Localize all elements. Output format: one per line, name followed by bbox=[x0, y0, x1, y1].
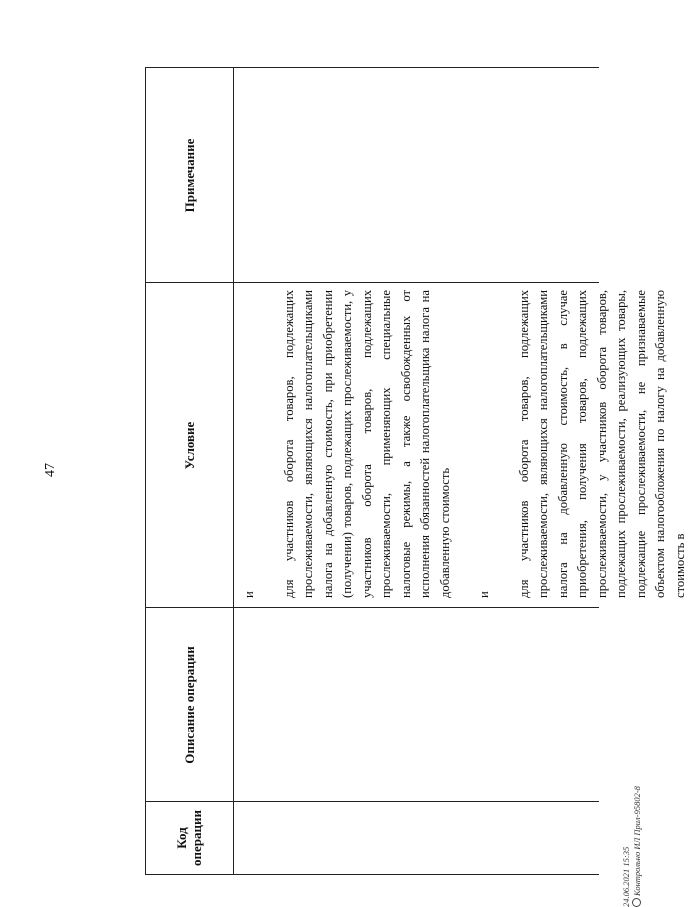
condition-conjunction: и bbox=[475, 290, 495, 598]
copyright-stamp-icon bbox=[632, 898, 641, 907]
page-number: 47 bbox=[43, 455, 59, 485]
document-table-rotated bbox=[145, 67, 599, 875]
cell-condition bbox=[240, 290, 690, 598]
footer-reference-text: Контрольно ИЛ Прил-95802-8 bbox=[632, 786, 642, 896]
column-divider bbox=[145, 607, 599, 608]
table-frame bbox=[145, 67, 599, 875]
column-divider bbox=[145, 801, 599, 802]
footer-reference bbox=[632, 677, 643, 907]
column-divider bbox=[145, 282, 599, 283]
header-note: Примечание bbox=[145, 69, 233, 282]
condition-paragraph: для участников оборота товаров, подлежащих прослеживаемости, являющихся налогоплательщиками налога на добавленную стоимость, в случае приобретения, получения товаров, подлежащих прослеживаемости, у участников оборота товаров, подлежащих прослеживаемости, реализующих товары, подлежащие прослеживаемости, не признаваемые объектом налогообложения по налогу на добавленную стоимость в bbox=[515, 290, 690, 598]
header-description: Описание операции bbox=[145, 609, 233, 801]
footer-timestamp: 24.06.2021 15:35 bbox=[621, 677, 632, 907]
header-condition: Условие bbox=[145, 284, 233, 607]
condition-conjunction: и bbox=[240, 290, 260, 598]
document-footer-stamp bbox=[621, 677, 649, 907]
condition-paragraph: для участников оборота товаров, подлежащих прослеживаемости, являющихся налогоплательщиками налога на добавленную стоимость, при приобретении (получении) товаров, подлежащих прослеживаемости, у участников оборота товаров, подлежащих прослеживаемости, применяющих специальные налоговые режимы, а также освобожденных от исполнения обязанностей налогоплательщика налога на добавленную стоимость bbox=[280, 290, 456, 598]
header-code: Код операции bbox=[145, 803, 233, 873]
header-divider bbox=[233, 67, 234, 875]
